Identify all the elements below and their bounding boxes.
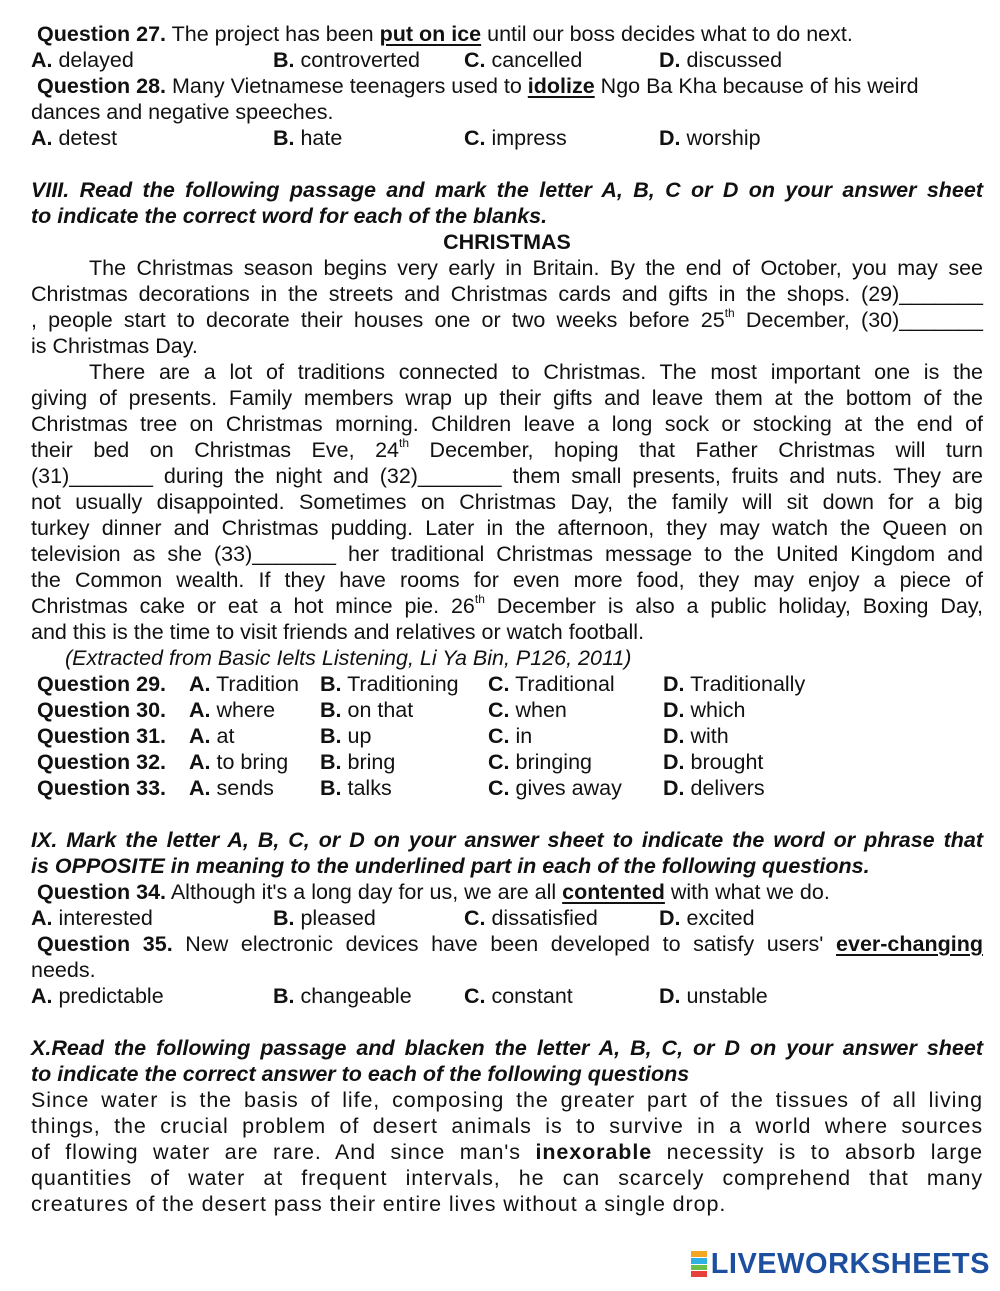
section-8-heading: VIII. Read the following passage and mark the letter A, B, C or D on your answer sheet: [31, 178, 983, 202]
option-c[interactable]: C. constant: [464, 984, 573, 1008]
passage-line: Christmas cake or eat a hot mince pie. 26th December is also a public holiday, Boxing Day,: [31, 591, 983, 618]
question-29: [31, 671, 983, 697]
option-b[interactable]: B. changeable: [273, 984, 412, 1008]
option-c[interactable]: C. Traditional: [488, 672, 615, 696]
question-label: Question 30.: [37, 698, 167, 722]
section-8-heading-line2: to indicate the correct word for each of the blanks.: [31, 204, 548, 228]
question-label: Question 31.: [37, 724, 167, 748]
question-33: [31, 775, 983, 801]
question-label: Question 32.: [37, 750, 167, 774]
option-a[interactable]: A. interested: [31, 906, 153, 930]
passage-line: turkey dinner and Christmas pudding. Later in the afternoon, they may watch the Queen on: [31, 516, 983, 540]
question-label: Question 35.: [37, 932, 173, 956]
passage-line: their bed on Christmas Eve, 24th December, hoping that Father Christmas will turn: [31, 435, 983, 462]
passage-line: , people start to decorate their houses one or two weeks before 25th December, (30)_______: [31, 305, 983, 332]
section-9-heading: IX. Mark the letter A, B, C, or D on your answer sheet to indicate the word or phrase that: [31, 828, 983, 852]
options-27: [31, 47, 983, 73]
passage-line: The Christmas season begins very early in Britain. By the end of October, you may see: [89, 256, 983, 280]
options-28: [31, 125, 983, 151]
passage-line: and this is the time to visit friends and relatives or watch football.: [31, 620, 645, 644]
option-b[interactable]: B. talks: [320, 776, 392, 800]
question-28: [31, 73, 983, 99]
liveworksheets-logo: [691, 1248, 990, 1280]
question-label: Question 28.: [37, 74, 167, 98]
passage-line: (31)_______ during the night and (32)_______ them small presents, fruits and nuts. They are: [31, 464, 983, 488]
option-a[interactable]: A. delayed: [31, 48, 134, 72]
passage-line: the Common wealth. If they have rooms for even more food, they may enjoy a piece of: [31, 568, 983, 592]
question-30: [31, 697, 983, 723]
passage-line: Christmas decorations in the streets and Christmas cards and gifts in the shops. (29)_______: [31, 282, 983, 306]
option-d[interactable]: D. delivers: [663, 776, 765, 800]
passage-line: Christmas tree on Christmas morning. Children leave a long sock or stocking at the end of: [31, 412, 983, 436]
question-label: Question 34.: [37, 880, 167, 904]
highlighted-word: inexorable: [535, 1140, 653, 1164]
passage-line: of flowing water are rare. And since man's inexorable necessity is to absorb large: [31, 1140, 984, 1164]
option-b[interactable]: B. pleased: [273, 906, 376, 930]
section-10-heading-line2: to indicate the correct answer to each of the following questions: [31, 1062, 690, 1086]
option-c[interactable]: C. impress: [464, 126, 567, 150]
question-label: Question 33.: [37, 776, 167, 800]
option-c[interactable]: C. when: [488, 698, 567, 722]
underlined-phrase: put on ice: [379, 22, 482, 46]
option-a[interactable]: A. Tradition: [189, 672, 299, 696]
question-31: [31, 723, 983, 749]
option-b[interactable]: B. controverted: [273, 48, 420, 72]
passage-line: Since water is the basis of life, composing the greater part of the tissues of all living: [31, 1088, 983, 1112]
option-d[interactable]: D. which: [663, 698, 746, 722]
question-32: [31, 749, 983, 775]
option-c[interactable]: C. gives away: [488, 776, 622, 800]
underlined-phrase: idolize: [527, 74, 595, 98]
options-34: [31, 905, 983, 931]
option-d[interactable]: D. brought: [663, 750, 764, 774]
logo-text: LIVEWORKSHEETS: [710, 1248, 990, 1280]
option-a[interactable]: A. at: [189, 724, 235, 748]
passage-line: quantities of water at frequent intervals, he can scarcely comprehend that many: [31, 1166, 983, 1190]
option-d[interactable]: D. with: [663, 724, 729, 748]
option-c[interactable]: C. in: [488, 724, 533, 748]
passage-line: is Christmas Day.: [31, 334, 198, 358]
option-a[interactable]: A. sends: [189, 776, 274, 800]
option-b[interactable]: B. up: [320, 724, 372, 748]
question-text: The project has been: [166, 22, 380, 46]
logo-icon: [691, 1251, 707, 1277]
option-b[interactable]: B. bring: [320, 750, 396, 774]
question-text: Ngo Ba Kha because of his weird: [594, 74, 919, 98]
question-text: until our boss decides what to do next.: [481, 22, 853, 46]
underlined-phrase: contented: [562, 880, 665, 904]
worksheet-page: [31, 21, 983, 1217]
option-b[interactable]: B. Traditioning: [320, 672, 459, 696]
option-d[interactable]: D. worship: [659, 126, 761, 150]
passage-source: (Extracted from Basic Ielts Listening, Li Ya Bin, P126, 2011): [65, 646, 632, 670]
options-35: [31, 983, 983, 1009]
option-c[interactable]: C. dissatisfied: [464, 906, 598, 930]
option-b[interactable]: B. hate: [273, 126, 343, 150]
section-9-heading-line2: is OPPOSITE in meaning to the underlined part in each of the following questions.: [31, 854, 870, 878]
question-34: Question 34. Although it's a long day for us, we are all contented with what we do.: [37, 880, 830, 904]
option-d[interactable]: D. Traditionally: [663, 672, 806, 696]
question-text: Many Vietnamese teenagers used to: [166, 74, 528, 98]
option-b[interactable]: B. on that: [320, 698, 414, 722]
option-c[interactable]: C. bringing: [488, 750, 592, 774]
option-d[interactable]: D. discussed: [659, 48, 783, 72]
passage-line: television as she (33)_______ her traditional Christmas message to the United Kingdom and: [31, 542, 983, 566]
question-28-line2: dances and negative speeches.: [31, 100, 334, 124]
passage-line: not usually disappointed. Sometimes on Christmas Day, the family will sit down for a big: [31, 490, 983, 514]
option-a[interactable]: A. to bring: [189, 750, 289, 774]
option-a[interactable]: A. where: [189, 698, 276, 722]
section-10-heading: X.Read the following passage and blacken the letter A, B, C, or D on your answer sheet: [31, 1036, 983, 1060]
question-label: Question 27.: [37, 22, 167, 46]
question-35-line2: needs.: [31, 958, 96, 982]
question-35: Question 35. New electronic devices have been developed to satisfy users' ever-changing: [37, 932, 983, 956]
option-a[interactable]: A. detest: [31, 126, 118, 150]
option-d[interactable]: D. unstable: [659, 984, 768, 1008]
option-d[interactable]: D. excited: [659, 906, 755, 930]
question-label: Question 29.: [37, 672, 167, 696]
passage-line: creatures of the desert pass their entire lives without a single drop.: [31, 1192, 727, 1216]
option-a[interactable]: A. predictable: [31, 984, 164, 1008]
passage-title: CHRISTMAS: [443, 230, 571, 254]
passage-line: There are a lot of traditions connected to Christmas. The most important one is the: [89, 360, 983, 384]
passage-line: things, the crucial problem of desert animals is to survive in a world where sources: [31, 1114, 983, 1138]
passage-line: giving of presents. Family members wrap up their gifts and leave them at the bottom of the: [31, 386, 983, 410]
question-27: [31, 21, 983, 47]
option-c[interactable]: C. cancelled: [464, 48, 583, 72]
underlined-phrase: ever-changing: [836, 932, 983, 956]
